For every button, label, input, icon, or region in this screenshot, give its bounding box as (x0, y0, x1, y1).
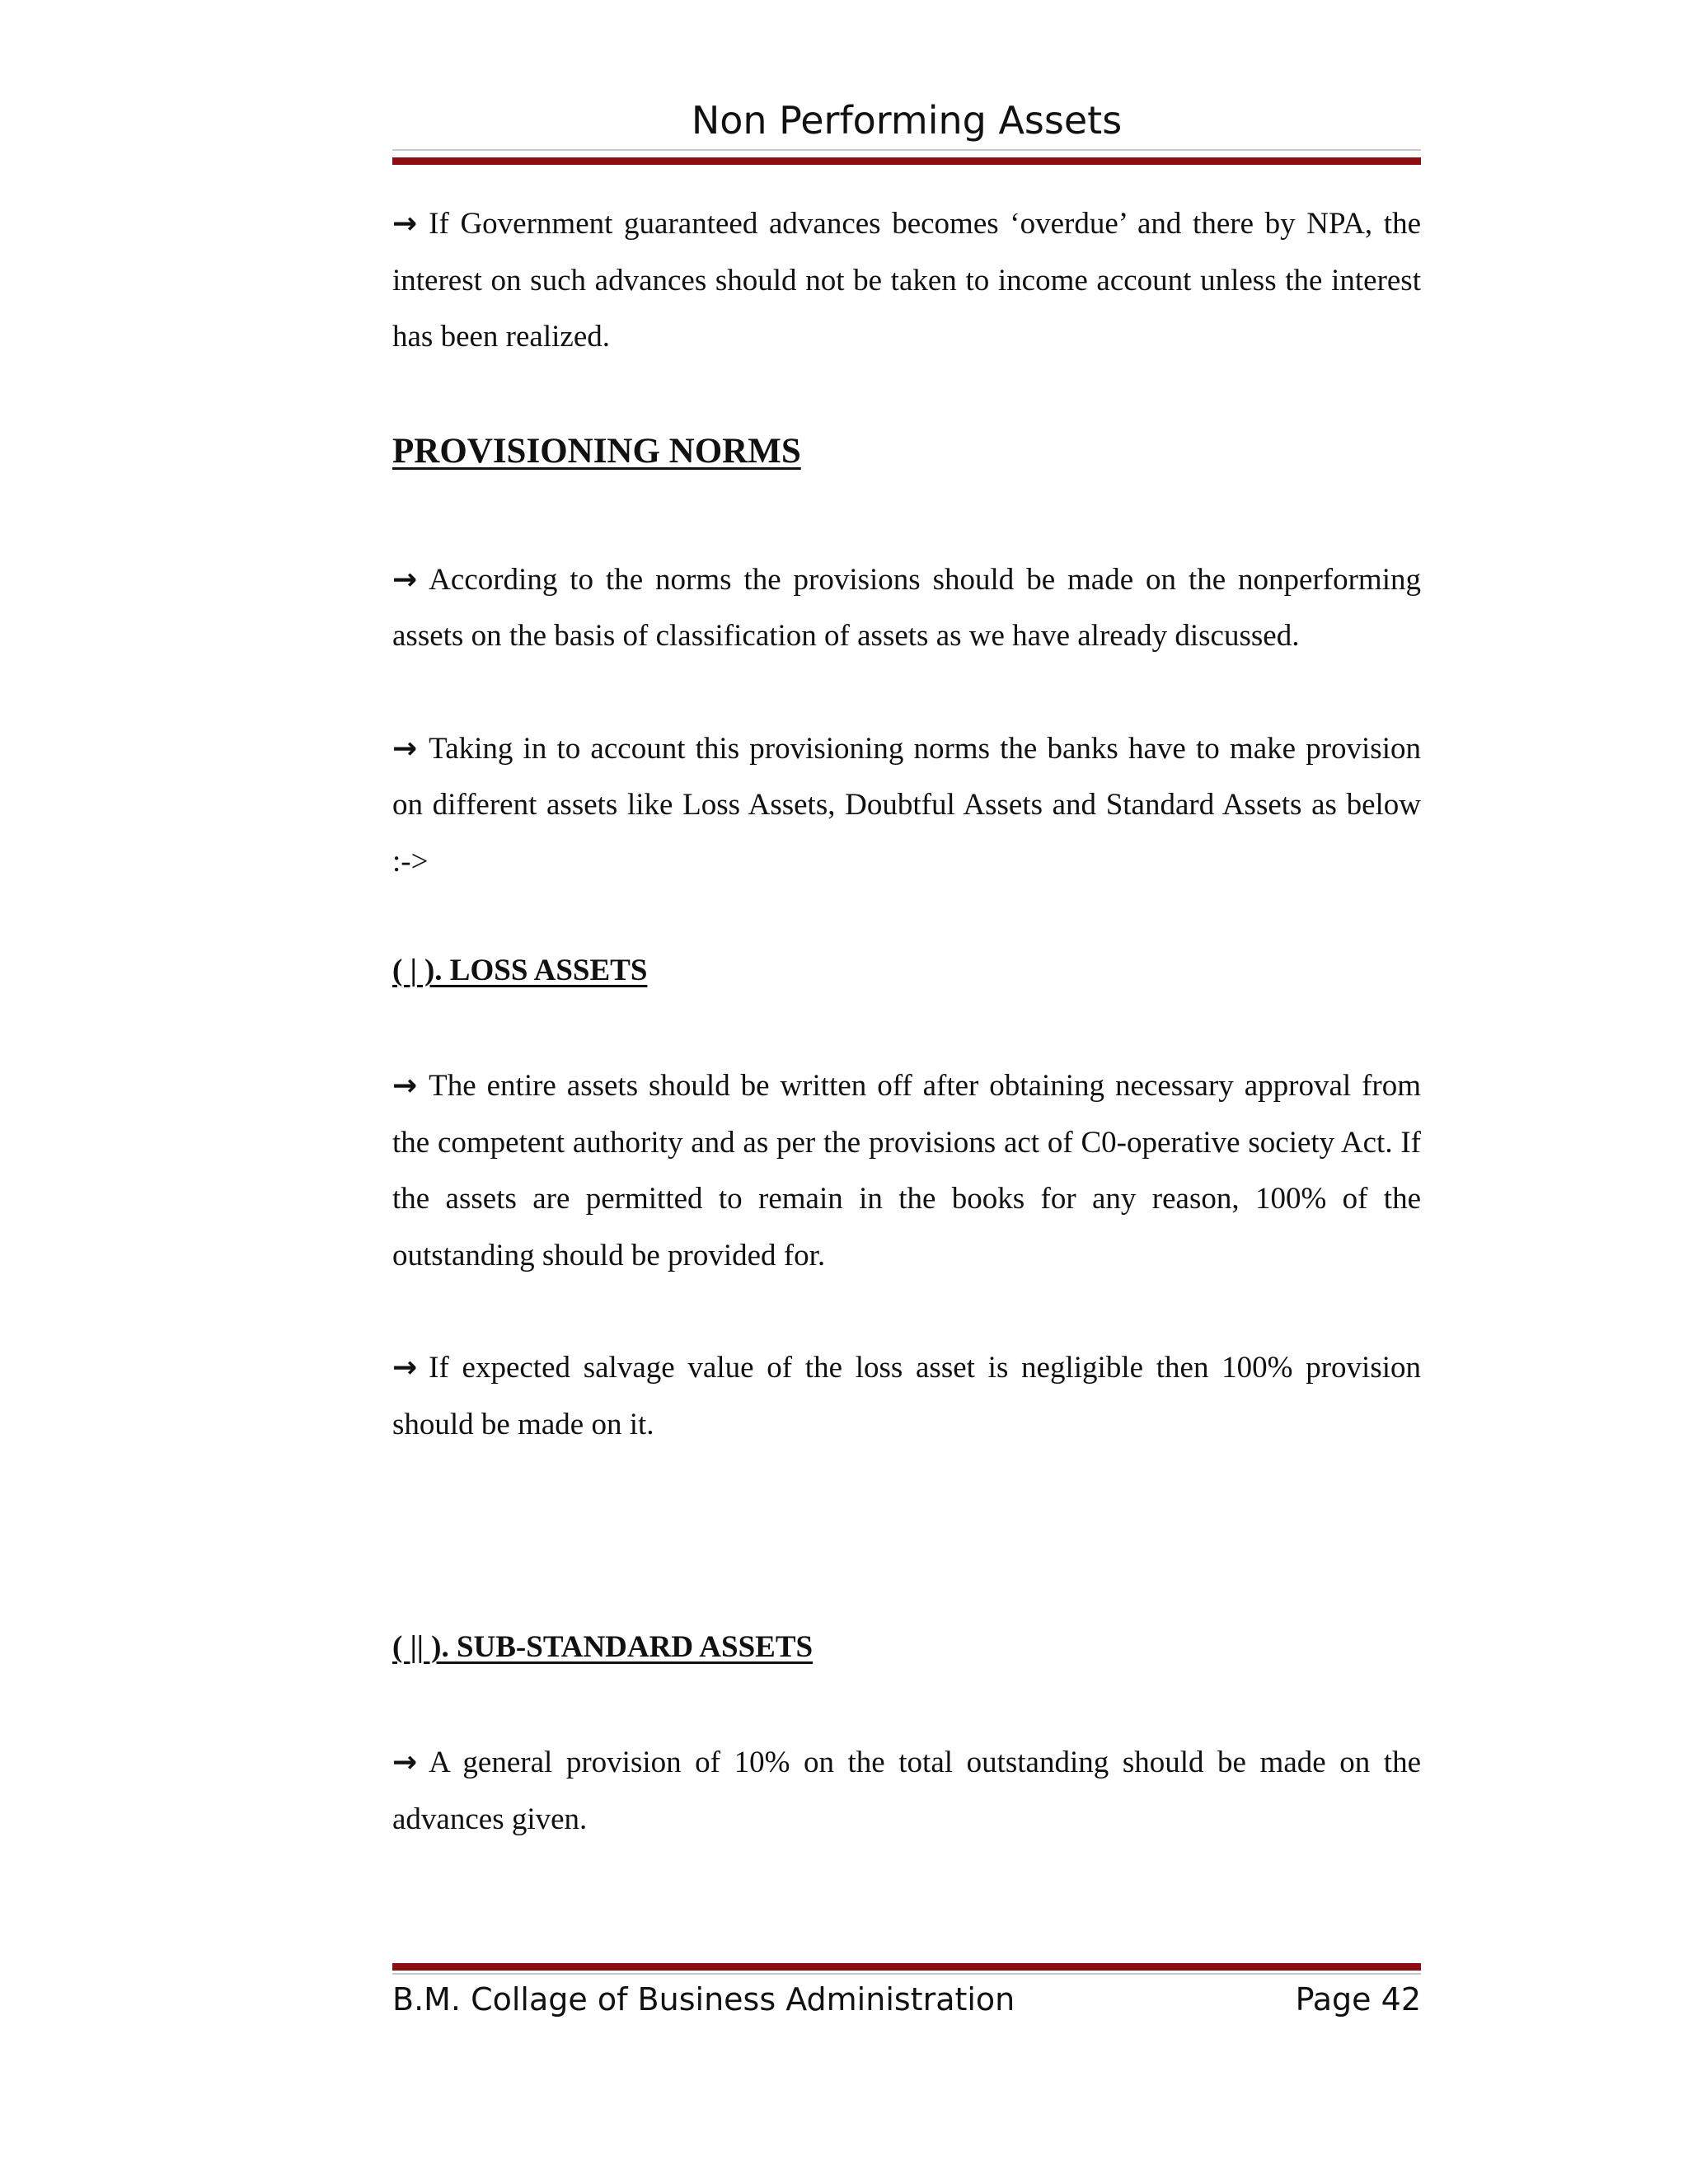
footer-page-number: Page 42 (1295, 1981, 1421, 2018)
header-thick-rule (392, 157, 1421, 165)
paragraph-government-advances: → If Government guaranteed advances becomes ‘overdue’ and there by NPA, the interest on such advances should not be taken to income account unless the interest has been realized. (392, 207, 1421, 354)
subheading-sub-standard-assets: ( || ). SUB-STANDARD ASSETS (392, 1630, 814, 1664)
arrow-bullet-icon: → (392, 1351, 418, 1385)
paragraph-provision-types: → Taking in to account this provisioning norms the banks have to make provision on different assets like Loss Assets, Doubtful Assets and Standard Assets as below :-> (392, 731, 1421, 879)
arrow-bullet-icon: → (392, 207, 418, 241)
paragraph-general-provision: → A general provision of 10% on the total outstanding should be made on the advances given. (392, 1746, 1421, 1836)
arrow-bullet-icon: → (392, 1069, 418, 1103)
page-content (392, 196, 1421, 1848)
subheading-loss-assets: ( | ). LOSS ASSETS (392, 954, 648, 987)
section-heading-provisioning-norms: PROVISIONING NORMS (392, 431, 801, 471)
paragraph-write-off: → The entire assets should be written off after obtaining necessary approval from the competent authority and as per the provisions act of C0-operative society Act. If the assets are permitted to remain in the books for any reason, 100% of the outstanding should be provided for. (392, 1069, 1421, 1272)
arrow-bullet-icon: → (392, 562, 418, 597)
arrow-bullet-icon: → (392, 1746, 418, 1779)
header-thin-rule (392, 149, 1421, 151)
arrow-bullet-icon: → (392, 731, 418, 766)
footer-thin-rule (392, 1973, 1421, 1975)
footer-college-name: B.M. Collage of Business Administration (392, 1981, 1015, 2018)
paragraph-norms: → According to the norms the provisions should be made on the nonperforming assets on the basis of classification of assets as we have already discussed. (392, 562, 1421, 653)
footer-thick-rule (392, 1963, 1421, 1971)
paragraph-salvage-value: → If expected salvage value of the loss asset is negligible then 100% provision should be made on it. (392, 1351, 1421, 1441)
page-header-title: Non Performing Assets (691, 98, 1123, 143)
